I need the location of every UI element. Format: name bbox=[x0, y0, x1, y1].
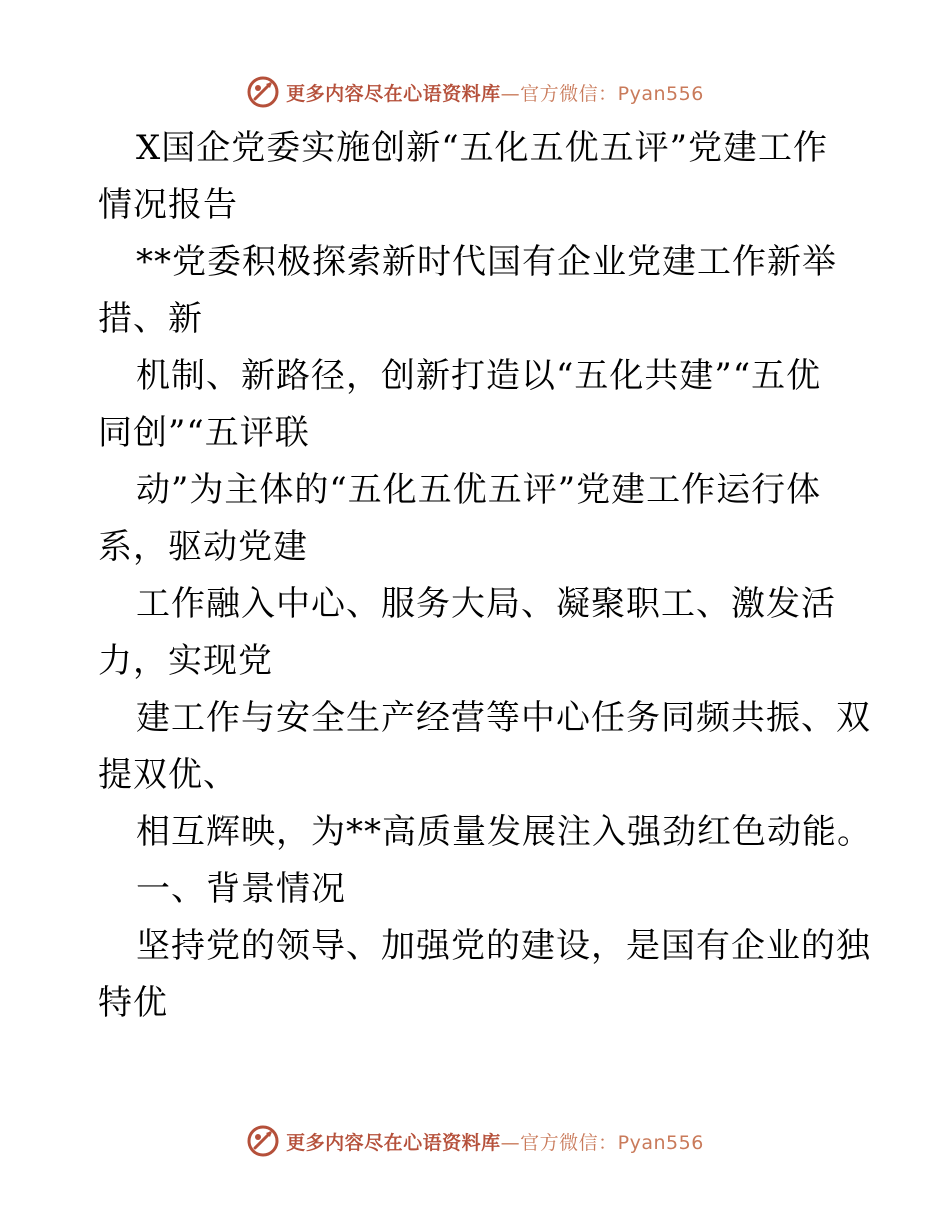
logo-icon bbox=[246, 75, 280, 109]
doc-line: 坚持党的领导、加强党的建设，是国有企业的独 bbox=[136, 926, 871, 966]
watermark-wechat: 官方微信：Pyan556 bbox=[520, 82, 704, 105]
doc-line: 提双优、 bbox=[98, 755, 238, 795]
doc-line: 工作融入中心、服务大局、凝聚职工、激发活 bbox=[136, 584, 836, 624]
watermark-separator: — bbox=[500, 82, 521, 105]
footer-watermark bbox=[0, 1121, 950, 1161]
watermark-separator: — bbox=[500, 1131, 521, 1154]
doc-line: 措、新 bbox=[98, 299, 203, 339]
doc-line: 机制、新路径，创新打造以“五化共建”“五优 bbox=[136, 356, 822, 396]
doc-line: 建工作与安全生产经营等中心任务同频共振、双 bbox=[136, 698, 871, 738]
doc-line: 特优 bbox=[98, 983, 168, 1023]
doc-line: 相互辉映，为**高质量发展注入强劲红色动能。 bbox=[136, 812, 872, 852]
watermark-brand: 更多内容尽在心语资料库 bbox=[286, 1131, 501, 1154]
doc-line: 情况报告 bbox=[98, 185, 238, 225]
watermark-wechat: 官方微信：Pyan556 bbox=[520, 1131, 704, 1154]
doc-line: 同创”“五评联 bbox=[98, 413, 310, 453]
section-heading: 一、背景情况 bbox=[136, 869, 346, 909]
doc-line: 力，实现党 bbox=[98, 641, 273, 681]
doc-line: 动”为主体的“五化五优五评”党建工作运行体 bbox=[136, 470, 822, 510]
doc-line: **党委积极探索新时代国有企业党建工作新举 bbox=[136, 242, 837, 282]
watermark-brand: 更多内容尽在心语资料库 bbox=[286, 82, 501, 105]
document-body bbox=[98, 120, 872, 1032]
header-watermark bbox=[0, 72, 950, 112]
logo-icon bbox=[246, 1124, 280, 1158]
doc-line: X国企党委实施创新“五化五优五评”党建工作 bbox=[136, 128, 828, 168]
doc-line: 系，驱动党建 bbox=[98, 527, 308, 567]
